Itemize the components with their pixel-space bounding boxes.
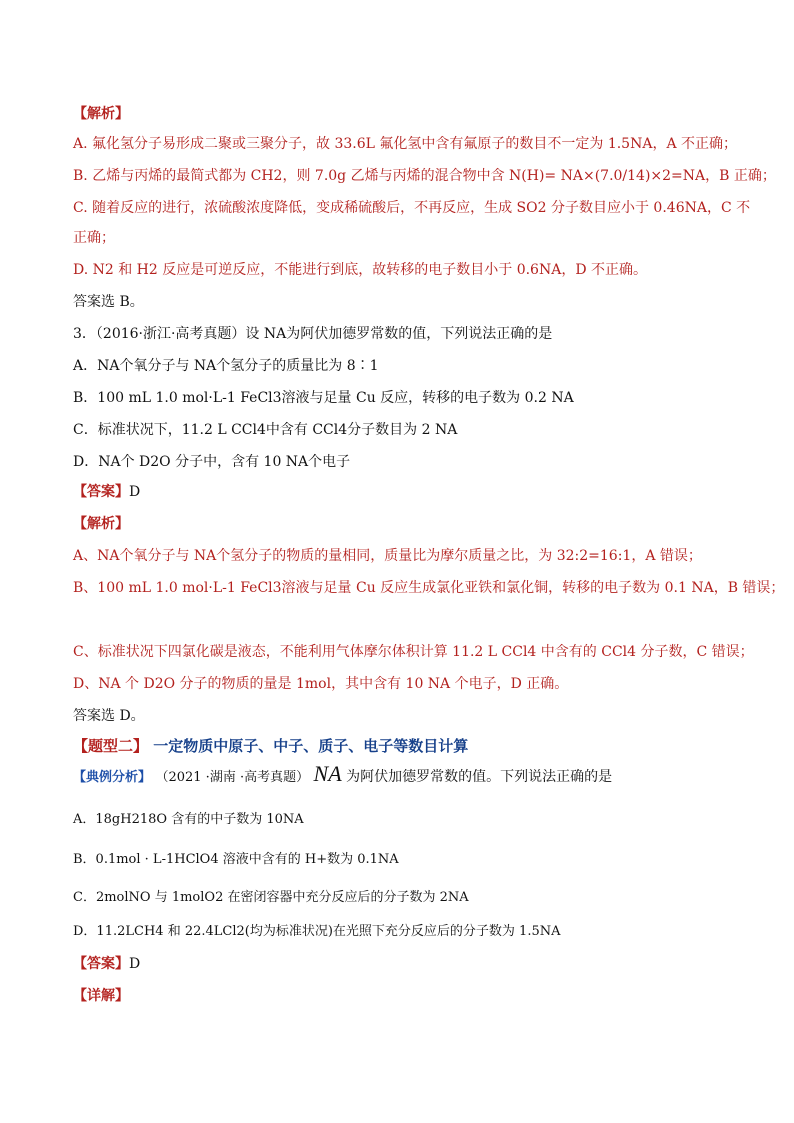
example-option-b: B．0.1mol · L-1HClO4 溶液中含有的 H+数为 0.1NA bbox=[73, 852, 399, 867]
analysis-line-d: D. N2 和 H2 反应是可逆反应，不能进行到底，故转移的电子数目小于 0.6NA，D 不正确。 bbox=[73, 262, 647, 278]
analysis-heading: 【解析】 bbox=[73, 106, 129, 122]
example-answer-heading: 【答案】 bbox=[73, 956, 129, 972]
section-tag: 【题型二】 bbox=[73, 737, 149, 755]
example-source: （2021 ·湖南 ·高考真题） bbox=[155, 770, 310, 785]
question-3-analysis-a: A、NA个氧分子与 NA个氢分子的物质的量相同，质量比为摩尔质量之比，为 32:2=16:1，A 错误； bbox=[73, 548, 702, 564]
question-3-option-d: D．NA个 D2O 分子中，含有 10 NA个电子 bbox=[73, 454, 351, 470]
question-3-analysis-d: D、NA 个 D2O 分子的物质的量是 1mol，其中含有 10 NA 个电子，D 正确。 bbox=[73, 676, 569, 692]
analysis-line-a: A. 氟化氢分子易形成二聚或三聚分子，故 33.6L 氟化氢中含有氟原子的数目不一定为 1.5NA，A 不正确； bbox=[73, 136, 738, 152]
analysis-line-b: B. 乙烯与丙烯的最简式都为 CH2，则 7.0g 乙烯与丙烯的混合物中含 N(H)= NA×(7.0/14)×2=NA，B 正确； bbox=[73, 168, 776, 184]
analysis-line-c1: C. 随着反应的进行，浓硫酸浓度降低，变成稀硫酸后，不再反应，生成 SO2 分子数目应小于 0.46NA，C 不 bbox=[73, 200, 751, 216]
question-3-analysis-c: C、标准状况下四氯化碳是液态，不能利用气体摩尔体积计算 11.2 L CCl4 中含有的 CCl4 分子数，C 错误； bbox=[73, 644, 754, 660]
analysis-conclusion: 答案选 B。 bbox=[73, 294, 144, 310]
example-stem-text: 为阿伏加德罗常数的值。下列说法正确的是 bbox=[346, 769, 613, 785]
example-answer bbox=[73, 954, 140, 974]
example-option-d: D．11.2LCH4 和 22.4LCl2(均为标准状况)在光照下充分反应后的分子数为 1.5NA bbox=[73, 924, 561, 939]
example-detail-heading: 【详解】 bbox=[73, 988, 129, 1004]
section-title: 一定物质中原子、中子、质子、电子等数目计算 bbox=[153, 737, 469, 755]
question-3-option-a: A．NA个氧分子与 NA个氢分子的质量比为 8∶1 bbox=[73, 358, 379, 374]
answer-heading: 【答案】 bbox=[73, 484, 129, 500]
example-option-c: C．2molNO 与 1molO2 在密闭容器中充分反应后的分子数为 2NA bbox=[73, 890, 469, 905]
question-3-option-b: B．100 mL 1.0 mol·L-1 FeCl3溶液与足量 Cu 反应，转移的电子数为 0.2 NA bbox=[73, 390, 574, 406]
question-3-analysis-b: B、100 mL 1.0 mol·L-1 FeCl3溶液与足量 Cu 反应生成氯化亚铁和氯化铜，转移的电子数为 0.1 NA，B 错误； bbox=[73, 580, 785, 596]
question-3-answer bbox=[73, 482, 140, 502]
example-stem bbox=[73, 761, 613, 788]
question-3-stem: 3．（2016·浙江·高考真题）设 NA为阿伏加德罗常数的值，下列说法正确的是 bbox=[73, 326, 553, 342]
answer-value: D bbox=[129, 484, 141, 500]
question-3-option-c: C．标准状况下，11.2 L CCl4中含有 CCl4分子数目为 2 NA bbox=[73, 422, 458, 438]
section-heading bbox=[73, 736, 468, 756]
analysis-line-c2: 正确； bbox=[73, 230, 115, 246]
example-answer-value: D bbox=[129, 956, 141, 972]
question-3-analysis-heading: 【解析】 bbox=[73, 516, 129, 532]
example-option-a: A．18gH218O 含有的中子数为 10NA bbox=[73, 812, 304, 827]
example-tag: 【典例分析】 bbox=[73, 770, 152, 785]
avogadro-symbol: NA bbox=[313, 761, 342, 786]
question-3-conclusion: 答案选 D。 bbox=[73, 708, 145, 724]
